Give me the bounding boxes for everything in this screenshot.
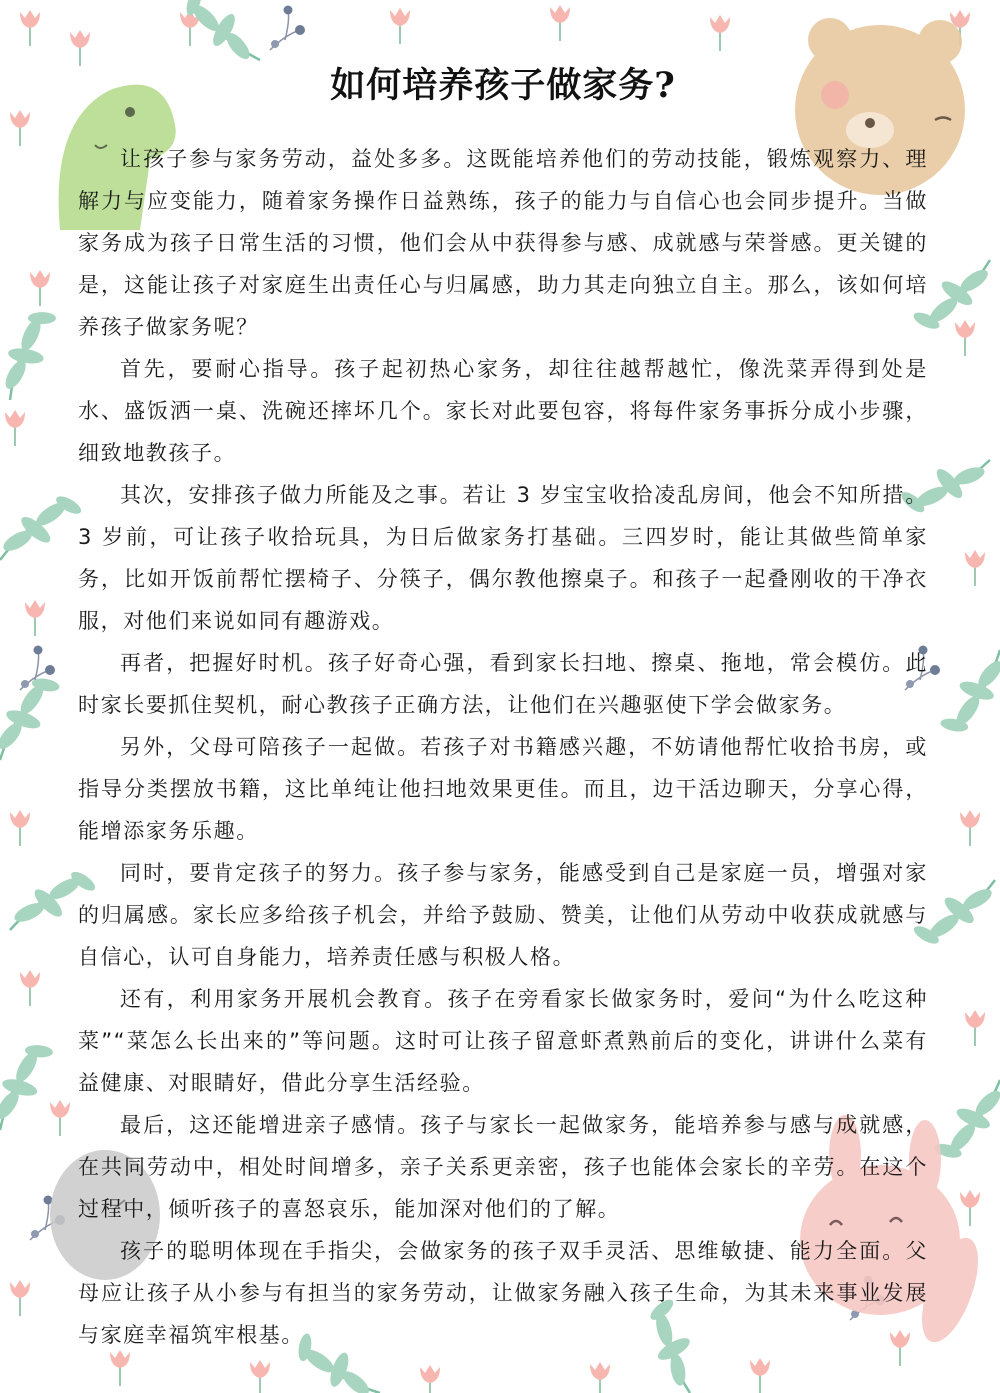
article xyxy=(78,58,928,1356)
paragraph-intro: 让孩子参与家务劳动，益处多多。这既能培养他们的劳动技能，锻炼观察力、理解力与应变能力，随着家务操作日益熟练，孩子的能力与自信心也会同步提升。当做家务成为孩子日常生活的习惯，他们会从中获得参与感、成就感与荣誉感。更关键的是，这能让孩子对家庭生出责任心与归属感，助力其走向独立自主。那么，该如何培养孩子做家务呢？ xyxy=(78,147,928,339)
paragraph-conclusion: 孩子的聪明体现在手指尖，会做家务的孩子双手灵活、思维敏捷、能力全面。父母应让孩子从小参与有担当的家务劳动，让做家务融入孩子生命，为其未来事业发展与家庭幸福筑牢根基。 xyxy=(78,1239,928,1347)
paragraph-affirm-effort: 同时，要肯定孩子的努力。孩子参与家务，能感受到自己是家庭一员，增强对家的归属感。家长应多给孩子机会，并给予鼓励、赞美，让他们从劳动中收获成就感与自信心，认可自身能力，培养责任感与积极人格。 xyxy=(78,861,928,969)
paragraph-age-appropriate: 其次，安排孩子做力所能及之事。若让 3 岁宝宝收拾凌乱房间，他会不知所措。3 岁前，可让孩子收拾玩具，为日后做家务打基础。三四岁时，能让其做些简单家务，比如开饭前帮忙摆椅子、分筷子，偶尔教他擦桌子。和孩子一起叠刚收的干净衣服，对他们来说如同有趣游戏。 xyxy=(78,483,928,633)
paragraph-timing: 再者，把握好时机。孩子好奇心强，看到家长扫地、擦桌、拖地，常会模仿。此时家长要抓住契机，耐心教孩子正确方法，让他们在兴趣驱使下学会做家务。 xyxy=(78,651,928,717)
article-title: 如何培养孩子做家务? xyxy=(330,65,676,106)
paragraph-family-bond: 最后，这还能增进亲子感情。孩子与家长一起做家务，能培养参与感与成就感，在共同劳动中，相处时间增多，亲子关系更亲密，孩子也能体会家长的辛劳。在这个过程中，倾听孩子的喜怒哀乐，能加深对他们的了解。 xyxy=(78,1113,928,1221)
paragraph-do-together: 另外，父母可陪孩子一起做。若孩子对书籍感兴趣，不妨请他帮忙收拾书房，或指导分类摆放书籍，这比单纯让他扫地效果更佳。而且，边干活边聊天，分享心得，能增添家务乐趣。 xyxy=(78,735,928,843)
paragraph-opportunity-education: 还有，利用家务开展机会教育。孩子在旁看家长做家务时，爱问“为什么吃这种菜”“菜怎么长出来的”等问题。这时可让孩子留意虾煮熟前后的变化，讲讲什么菜有益健康、对眼睛好，借此分享生活经验。 xyxy=(78,987,928,1095)
paragraph-patient-guidance: 首先，要耐心指导。孩子起初热心家务，却往往越帮越忙，像洗菜弄得到处是水、盛饭洒一桌、洗碗还摔坏几个。家长对此要包容，将每件家务事拆分成小步骤，细致地教孩子。 xyxy=(78,357,928,465)
